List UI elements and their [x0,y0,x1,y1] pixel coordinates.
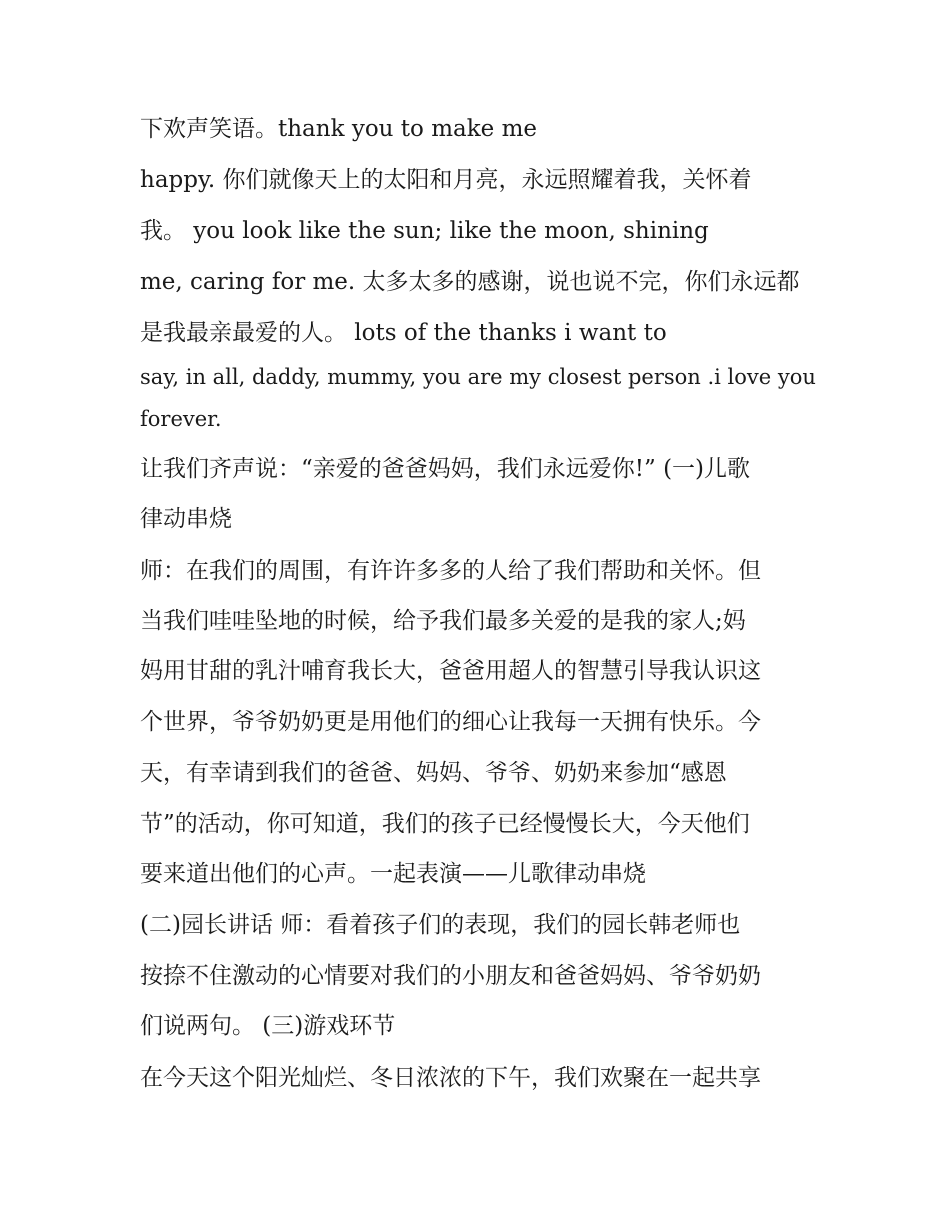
text-line: 按捺不住激动的心情要对我们的小朋友和爸爸妈妈、爷爷奶奶 [140,963,761,989]
text-line: 要来道出他们的心声。一起表演——儿歌律动串烧 [140,861,646,887]
text-line: 节”的活动，你可知道，我们的孩子已经慢慢长大，今天他们 [140,811,750,837]
text-line: 师：在我们的周围，有许许多多的人给了我们帮助和关怀。但 [140,558,761,584]
text-line: me, caring for me. 太多太多的感谢，说也说不完，你们永远都 [140,269,800,295]
text-line: 天，有幸请到我们的爸爸、妈妈、爷爷、奶奶来参加“感恩 [140,760,727,786]
text-line: 我。 you look like the sun; like the moon, shining [140,218,709,244]
text-line: 是我最亲最爱的人。 lots of the thanks i want to [140,320,667,346]
text-line: 律动串烧 [140,506,232,532]
text-line: 让我们齐声说：“亲爱的爸爸妈妈，我们永远爱你!” (一)儿歌 [140,456,751,482]
text-line: happy. 你们就像天上的太阳和月亮，永远照耀着我，关怀着 [140,167,752,193]
text-line: 个世界，爷爷奶奶更是用他们的细心让我每一天拥有快乐。今 [140,709,761,735]
text-line: 们说两句。 (三)游戏环节 [140,1013,396,1039]
text-line: 下欢声笑语。thank you to make me [140,116,537,142]
text-line: 妈用甘甜的乳汁哺育我长大，爸爸用超人的智慧引导我认识这 [140,658,761,684]
text-line: say, in all, daddy, mummy, you are my closest person .i love you [140,365,816,389]
text-line: 当我们哇哇坠地的时候，给予我们最多关爱的是我的家人;妈 [140,608,746,634]
text-line: forever. [140,407,222,431]
text-line: 在今天这个阳光灿烂、冬日浓浓的下午，我们欢聚在一起共享 [140,1065,761,1091]
text-line: (二)园长讲话 师：看着孩子们的表现，我们的园长韩老师也 [140,912,741,938]
